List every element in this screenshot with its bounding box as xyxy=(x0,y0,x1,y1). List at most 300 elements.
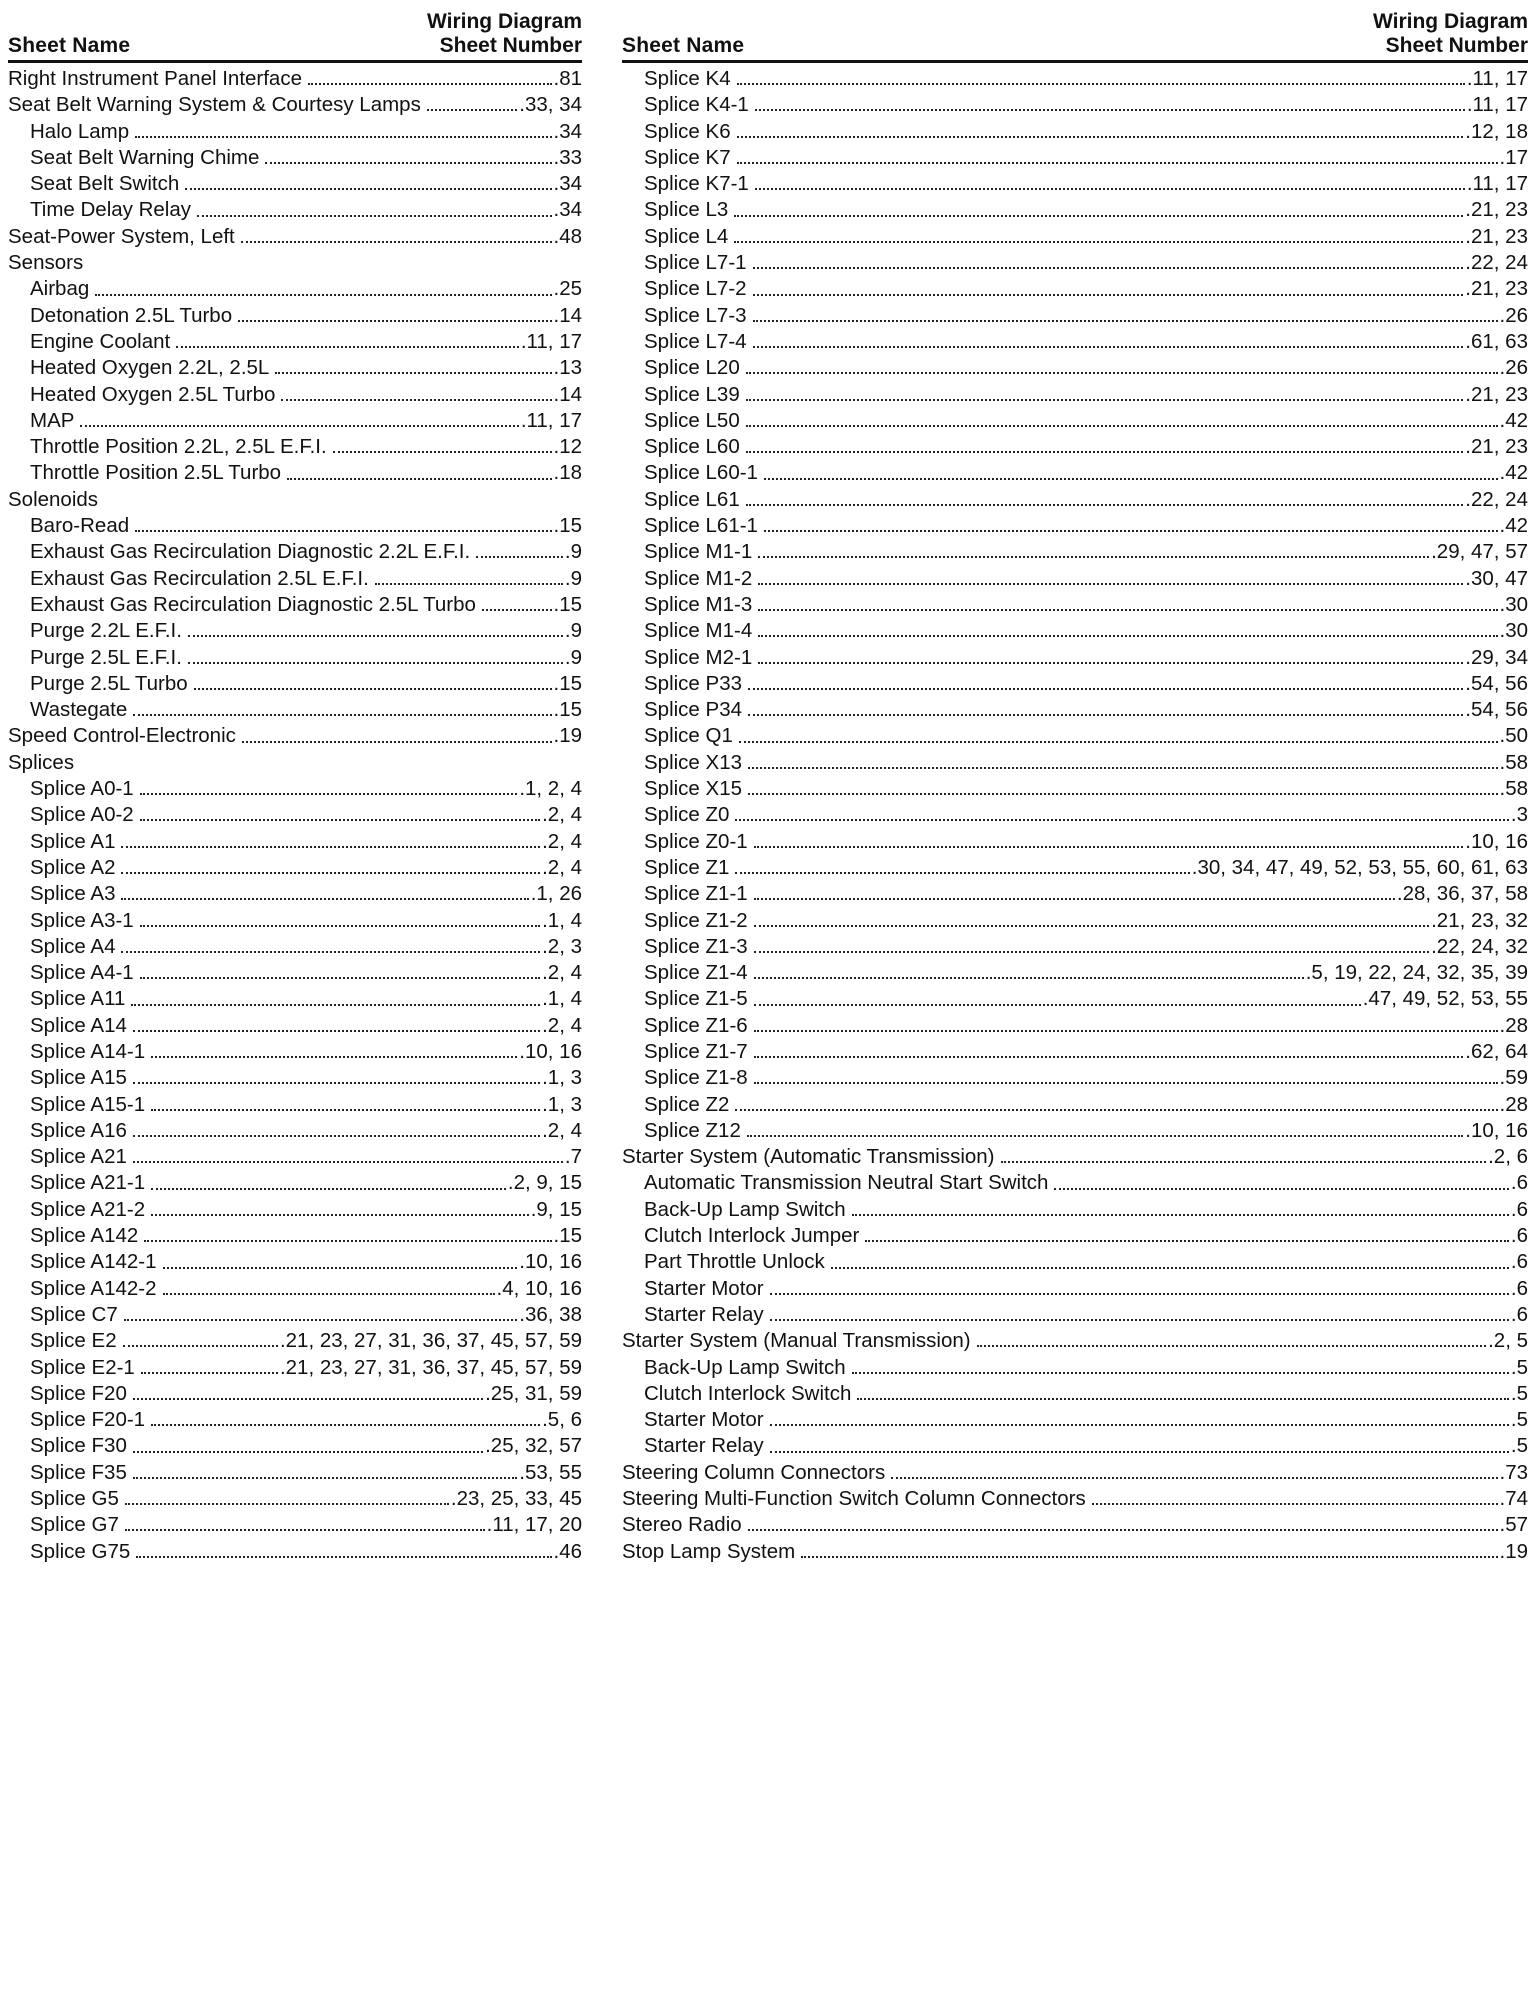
entry-sheet-numbers: .28, 36, 37, 58 xyxy=(1396,882,1528,906)
index-entry xyxy=(8,934,582,960)
dot-leader xyxy=(80,425,518,427)
entry-label: Splice A21-2 xyxy=(30,1197,146,1221)
entry-label: Purge 2.5L E.F.I. xyxy=(30,645,182,669)
index-entry xyxy=(622,960,1528,986)
dot-leader xyxy=(764,530,1498,532)
index-entry xyxy=(8,171,582,197)
index-entry xyxy=(622,566,1528,592)
entry-sheet-numbers: .26 xyxy=(1499,303,1528,327)
dot-leader xyxy=(746,504,1464,506)
left-entries xyxy=(8,63,582,1565)
entry-label: Splice X15 xyxy=(644,777,743,801)
entry-sheet-numbers: .11, 17 xyxy=(1466,172,1528,196)
entry-sheet-numbers: .5 xyxy=(1510,1381,1528,1405)
entry-label: Splice Z1-6 xyxy=(644,1013,748,1037)
index-entry xyxy=(622,1013,1528,1039)
index-entry xyxy=(8,1144,582,1170)
dot-leader xyxy=(151,1109,540,1111)
entry-label: Heated Oxygen 2.5L Turbo xyxy=(30,382,276,406)
entry-label: Splice L7-2 xyxy=(644,277,747,301)
index-entry xyxy=(622,1170,1528,1196)
entry-label: Starter System (Automatic Transmission) xyxy=(622,1145,995,1169)
index-entry xyxy=(622,119,1528,145)
dot-leader xyxy=(123,1345,278,1347)
index-entry xyxy=(622,1118,1528,1144)
index-entry xyxy=(8,513,582,539)
dot-leader xyxy=(238,320,551,322)
index-entry xyxy=(8,224,582,250)
entry-label: Splice M1-3 xyxy=(644,592,753,616)
entry-label: Speed Control-Electronic xyxy=(8,724,236,748)
index-entry xyxy=(622,1486,1528,1512)
entry-label: Splice G7 xyxy=(30,1513,119,1537)
entry-sheet-numbers: .2, 4 xyxy=(542,803,582,827)
index-entry xyxy=(8,1328,582,1354)
dot-leader xyxy=(133,1030,540,1032)
entry-sheet-numbers: .19 xyxy=(553,724,582,748)
entry-label: Splice M1-4 xyxy=(644,619,753,643)
dot-leader xyxy=(1001,1161,1487,1163)
entry-sheet-numbers: .21, 23 xyxy=(1465,277,1528,301)
dot-leader xyxy=(747,1135,1463,1137)
entry-label: Back-Up Lamp Switch xyxy=(644,1197,846,1221)
dot-leader xyxy=(163,1293,495,1295)
entry-label: Splice A2 xyxy=(30,855,116,879)
entry-label: Steering Multi-Function Switch Column Connectors xyxy=(622,1487,1086,1511)
dot-leader xyxy=(739,741,1498,743)
index-entry xyxy=(622,513,1528,539)
entry-label: Splice M1-2 xyxy=(644,566,753,590)
index-entry xyxy=(8,1013,582,1039)
entry-sheet-numbers: .11, 17, 20 xyxy=(486,1513,582,1537)
entry-label: Splice Z1-3 xyxy=(644,934,748,958)
entry-sheet-numbers: .81 xyxy=(553,67,582,90)
entry-label: Baro-Read xyxy=(30,514,130,538)
entry-label: Splice A3-1 xyxy=(30,908,134,932)
index-entry xyxy=(622,171,1528,197)
entry-sheet-numbers: .6 xyxy=(1510,1250,1528,1274)
entry-label: Splice F20 xyxy=(30,1381,127,1405)
dot-leader xyxy=(753,320,1498,322)
index-entry xyxy=(8,1302,582,1328)
entry-label: Engine Coolant xyxy=(30,329,171,353)
entry-sheet-numbers: .48 xyxy=(553,224,582,248)
index-entry xyxy=(622,776,1528,802)
index-entry xyxy=(622,1302,1528,1328)
index-entry xyxy=(8,1512,582,1538)
entry-sheet-numbers: .47, 49, 52, 53, 55 xyxy=(1362,987,1528,1011)
entry-label: Clutch Interlock Switch xyxy=(644,1381,852,1405)
dot-leader xyxy=(151,1424,540,1426)
dot-leader xyxy=(764,478,1498,480)
entry-label: Splices xyxy=(8,750,75,774)
entry-sheet-numbers: .57 xyxy=(1499,1513,1528,1537)
entry-sheet-numbers: .42 xyxy=(1499,408,1528,432)
index-entry xyxy=(622,592,1528,618)
index-entry xyxy=(8,355,582,381)
entry-sheet-numbers: .5 xyxy=(1510,1408,1528,1432)
dot-leader xyxy=(754,846,1464,848)
entry-sheet-numbers: .1, 26 xyxy=(530,882,582,906)
dot-leader xyxy=(746,372,1498,374)
entry-label: Splice K6 xyxy=(644,119,731,143)
entry-label: Exhaust Gas Recirculation Diagnostic 2.5L Turbo xyxy=(30,592,476,616)
entry-sheet-numbers: .10, 16 xyxy=(1465,1118,1528,1142)
entry-sheet-numbers: .5, 6 xyxy=(542,1408,582,1432)
entry-sheet-numbers: .15 xyxy=(553,698,582,722)
entry-label: Splice L39 xyxy=(644,382,740,406)
dot-leader xyxy=(753,346,1464,348)
index-entry xyxy=(8,92,582,118)
entry-sheet-numbers: .6 xyxy=(1510,1302,1528,1326)
index-entry xyxy=(622,250,1528,276)
entry-sheet-numbers: .30, 34, 47, 49, 52, 53, 55, 60, 61, 63 xyxy=(1191,855,1528,879)
entry-label: Splice Z1-4 xyxy=(644,961,748,985)
entry-label: Splice L60-1 xyxy=(644,461,758,485)
index-entry xyxy=(8,697,582,723)
sheet-number-header xyxy=(427,10,582,58)
dot-leader xyxy=(748,767,1497,769)
dot-leader xyxy=(144,1240,551,1242)
entry-sheet-numbers: .22, 24 xyxy=(1465,487,1528,511)
entry-label: Splice A0-2 xyxy=(30,803,134,827)
dot-leader xyxy=(141,1372,278,1374)
dot-leader xyxy=(737,162,1498,164)
dot-leader xyxy=(133,1451,483,1453)
right-column xyxy=(622,0,1528,1565)
index-entry xyxy=(8,1355,582,1381)
index-entry xyxy=(622,1276,1528,1302)
index-entry xyxy=(8,802,582,828)
entry-label: Splice F20-1 xyxy=(30,1408,146,1432)
entry-sheet-numbers: .1, 4 xyxy=(542,987,582,1011)
column-header xyxy=(622,0,1528,63)
dot-leader xyxy=(151,1056,517,1058)
index-entry xyxy=(622,460,1528,486)
index-entry xyxy=(622,434,1528,460)
index-entry xyxy=(622,671,1528,697)
index-entry xyxy=(622,355,1528,381)
entry-label: Splice A11 xyxy=(30,987,126,1011)
index-entry xyxy=(622,1539,1528,1565)
entry-label: Splice L3 xyxy=(644,198,729,222)
dot-leader xyxy=(287,478,551,480)
entry-label: Splice Z0 xyxy=(644,803,730,827)
dot-leader xyxy=(135,530,551,532)
index-entry xyxy=(622,1460,1528,1486)
index-entry xyxy=(8,776,582,802)
dot-leader xyxy=(746,425,1498,427)
entry-label: Splice F30 xyxy=(30,1434,127,1458)
index-entry xyxy=(622,1407,1528,1433)
index-entry xyxy=(8,1433,582,1459)
dot-leader xyxy=(482,609,552,611)
entry-sheet-numbers: .12 xyxy=(553,435,582,459)
entry-label: Splice L50 xyxy=(644,408,740,432)
entry-label: Detonation 2.5L Turbo xyxy=(30,303,233,327)
entry-label: Splice K4-1 xyxy=(644,93,749,117)
dot-leader xyxy=(133,714,551,716)
sheet-number-header xyxy=(1373,10,1528,58)
entry-sheet-numbers: .42 xyxy=(1499,514,1528,538)
entry-sheet-numbers: .34 xyxy=(553,119,582,143)
index-entry xyxy=(622,197,1528,223)
index-entry xyxy=(622,855,1528,881)
index-entry xyxy=(8,566,582,592)
index-entry xyxy=(8,671,582,697)
dot-leader xyxy=(852,1214,1509,1216)
entry-sheet-numbers: .21, 23 xyxy=(1465,224,1528,248)
entry-label: Splice A3 xyxy=(30,882,116,906)
index-entry xyxy=(8,1223,582,1249)
index-entry xyxy=(8,408,582,434)
index-entry xyxy=(622,1433,1528,1459)
dot-leader xyxy=(124,1319,518,1321)
entry-sheet-numbers: .11, 17 xyxy=(520,329,582,353)
dot-leader xyxy=(746,399,1464,401)
entry-sheet-numbers: .13 xyxy=(553,356,582,380)
entry-label: Seat Belt Warning System & Courtesy Lamps xyxy=(8,93,421,117)
entry-sheet-numbers: .14 xyxy=(553,382,582,406)
entry-sheet-numbers: .34 xyxy=(553,198,582,222)
entry-sheet-numbers: .15 xyxy=(553,592,582,616)
entry-label: Splice K7 xyxy=(644,145,731,169)
dot-leader xyxy=(748,688,1463,690)
entry-sheet-numbers: .2, 4 xyxy=(542,1013,582,1037)
entry-label: Part Throttle Unlock xyxy=(644,1250,825,1274)
dot-leader xyxy=(737,136,1464,138)
entry-label: Airbag xyxy=(30,277,90,301)
entry-label: Splice L4 xyxy=(644,224,729,248)
entry-label: Splice X13 xyxy=(644,750,743,774)
index-entry xyxy=(622,829,1528,855)
index-entry xyxy=(8,855,582,881)
index-entry xyxy=(622,1355,1528,1381)
dot-leader xyxy=(754,951,1429,953)
dot-leader xyxy=(735,819,1508,821)
entry-label: Splice A21 xyxy=(30,1145,127,1169)
dot-leader xyxy=(95,294,551,296)
entry-sheet-numbers: .11, 17 xyxy=(1466,67,1528,90)
dot-leader xyxy=(133,1135,540,1137)
dot-leader xyxy=(758,662,1463,664)
entry-label: Splice Z1-7 xyxy=(644,1039,748,1063)
index-entry xyxy=(622,1223,1528,1249)
entry-label: Splice C7 xyxy=(30,1302,118,1326)
index-entry xyxy=(8,645,582,671)
entry-sheet-numbers: .29, 34 xyxy=(1465,645,1528,669)
entry-label: Splice L61-1 xyxy=(644,514,758,538)
dot-leader xyxy=(748,1529,1498,1531)
entry-sheet-numbers: .10, 16 xyxy=(1465,829,1528,853)
entry-sheet-numbers: .33 xyxy=(553,145,582,169)
index-entry xyxy=(622,276,1528,302)
dot-leader xyxy=(188,662,563,664)
dot-leader xyxy=(151,1214,529,1216)
index-entry xyxy=(8,119,582,145)
index-entry xyxy=(622,382,1528,408)
index-entry xyxy=(8,1118,582,1144)
entry-label: Splice L20 xyxy=(644,356,740,380)
dot-leader xyxy=(133,1082,540,1084)
index-entry xyxy=(622,1144,1528,1170)
index-entry xyxy=(622,1065,1528,1091)
dot-leader xyxy=(275,372,551,374)
dot-leader xyxy=(754,1082,1498,1084)
index-entry xyxy=(622,934,1528,960)
index-entry xyxy=(8,1065,582,1091)
index-entry xyxy=(8,434,582,460)
dot-leader xyxy=(770,1424,1509,1426)
dot-leader xyxy=(133,1398,483,1400)
dot-leader xyxy=(734,241,1463,243)
entry-sheet-numbers: .25 xyxy=(553,277,582,301)
index-entry xyxy=(8,460,582,486)
entry-label: Splice L61 xyxy=(644,487,740,511)
dot-leader xyxy=(121,951,540,953)
entry-sheet-numbers: .25, 32, 57 xyxy=(485,1434,582,1458)
index-entry xyxy=(8,382,582,408)
dot-leader xyxy=(241,241,552,243)
entry-sheet-numbers: .11, 17 xyxy=(520,408,582,432)
entry-label: Splice Z0-1 xyxy=(644,829,748,853)
dot-leader xyxy=(748,793,1497,795)
index-entry xyxy=(622,145,1528,171)
index-entry xyxy=(622,1197,1528,1223)
entry-label: Splice A14 xyxy=(30,1013,127,1037)
entry-label: Splice Z1-5 xyxy=(644,987,748,1011)
entry-label: Splice A142 xyxy=(30,1224,139,1248)
dot-leader xyxy=(308,83,552,85)
dot-leader xyxy=(746,451,1464,453)
index-entry xyxy=(622,224,1528,250)
entry-label: Wastegate xyxy=(30,698,128,722)
entry-sheet-numbers: .2, 4 xyxy=(542,961,582,985)
entry-sheet-numbers: .42 xyxy=(1499,461,1528,485)
dot-leader xyxy=(865,1240,1509,1242)
entry-label: Steering Column Connectors xyxy=(622,1460,886,1484)
right-entries xyxy=(622,63,1528,1565)
entry-label: Halo Lamp xyxy=(30,119,130,143)
entry-label: Splice Z1-1 xyxy=(644,882,748,906)
index-entry xyxy=(622,881,1528,907)
left-column xyxy=(8,0,582,1565)
entry-sheet-numbers: .6 xyxy=(1510,1171,1528,1195)
entry-sheet-numbers: .6 xyxy=(1510,1197,1528,1221)
index-section-heading xyxy=(8,250,582,276)
entry-label: Throttle Position 2.2L, 2.5L E.F.I. xyxy=(30,435,327,459)
entry-sheet-numbers: .10, 16 xyxy=(519,1250,582,1274)
dot-leader xyxy=(801,1556,1497,1558)
entry-sheet-numbers: .2, 4 xyxy=(542,1118,582,1142)
entry-label: Time Delay Relay xyxy=(30,198,192,222)
index-entry xyxy=(622,1092,1528,1118)
entry-sheet-numbers: .21, 23 xyxy=(1465,198,1528,222)
index-entry xyxy=(8,1460,582,1486)
index-entry xyxy=(8,303,582,329)
sheet-name-header: Sheet Name xyxy=(8,34,131,57)
sheet-name-header: Sheet Name xyxy=(622,34,745,57)
entry-label: Splice A4-1 xyxy=(30,961,134,985)
entry-label: Splice F35 xyxy=(30,1460,127,1484)
index-entry xyxy=(622,723,1528,749)
index-entry xyxy=(8,723,582,749)
index-section-heading xyxy=(8,750,582,776)
index-entry xyxy=(8,960,582,986)
entry-sheet-numbers: .9 xyxy=(564,645,582,669)
entry-label: Splice K7-1 xyxy=(644,172,749,196)
index-entry xyxy=(622,1328,1528,1354)
entry-sheet-numbers: .21, 23 xyxy=(1465,382,1528,406)
entry-sheet-numbers: .9, 15 xyxy=(530,1197,582,1221)
dot-leader xyxy=(197,215,551,217)
index-entry xyxy=(622,408,1528,434)
dot-leader xyxy=(1054,1188,1508,1190)
entry-label: Splice E2-1 xyxy=(30,1355,135,1379)
index-entry xyxy=(622,92,1528,118)
entry-label: Splice L60 xyxy=(644,435,740,459)
entry-label: Splice A21-1 xyxy=(30,1171,146,1195)
entry-sheet-numbers: .30, 47 xyxy=(1465,566,1528,590)
dot-leader xyxy=(754,977,1304,979)
dot-leader xyxy=(135,136,551,138)
entry-label: Splice L7-1 xyxy=(644,251,747,275)
index-entry xyxy=(622,1249,1528,1275)
dot-leader xyxy=(375,583,563,585)
entry-sheet-numbers: .30 xyxy=(1499,619,1528,643)
entry-label: Splice Z1-2 xyxy=(644,908,748,932)
dot-leader xyxy=(242,741,552,743)
dot-leader xyxy=(770,1293,1509,1295)
entry-sheet-numbers: .2, 5 xyxy=(1488,1329,1528,1353)
dot-leader xyxy=(136,1556,551,1558)
entry-sheet-numbers: .29, 47, 57 xyxy=(1431,540,1528,564)
entry-label: Splice A14-1 xyxy=(30,1039,146,1063)
dot-leader xyxy=(133,1161,563,1163)
dot-leader xyxy=(125,1503,449,1505)
index-entry xyxy=(8,1170,582,1196)
entry-sheet-numbers: .58 xyxy=(1499,750,1528,774)
entry-sheet-numbers: .14 xyxy=(553,303,582,327)
index-entry xyxy=(622,539,1528,565)
dot-leader xyxy=(748,714,1463,716)
entry-label: Purge 2.2L E.F.I. xyxy=(30,619,182,643)
index-entry xyxy=(8,539,582,565)
index-entry xyxy=(8,276,582,302)
index-section-heading xyxy=(8,487,582,513)
entry-sheet-numbers: .25, 31, 59 xyxy=(485,1381,582,1405)
dot-leader xyxy=(281,399,551,401)
entry-label: Seat Belt Switch xyxy=(30,172,180,196)
entry-label: Splice Z2 xyxy=(644,1092,730,1116)
column-header xyxy=(8,0,582,63)
entry-sheet-numbers: .6 xyxy=(1510,1276,1528,1300)
entry-sheet-numbers: .1, 4 xyxy=(542,908,582,932)
index-entry xyxy=(8,1092,582,1118)
entry-sheet-numbers: .3 xyxy=(1510,803,1528,827)
dot-leader xyxy=(758,635,1497,637)
entry-label: Splice A4 xyxy=(30,934,116,958)
entry-label: Automatic Transmission Neutral Start Switch xyxy=(644,1171,1049,1195)
entry-label: Stop Lamp System xyxy=(622,1539,796,1563)
index-entry xyxy=(622,1381,1528,1407)
entry-sheet-numbers: .15 xyxy=(553,671,582,695)
entry-sheet-numbers: .36, 38 xyxy=(519,1302,582,1326)
entry-label: Throttle Position 2.5L Turbo xyxy=(30,461,282,485)
dot-leader xyxy=(770,1319,1509,1321)
entry-label: Starter Relay xyxy=(644,1434,764,1458)
dot-leader xyxy=(194,688,552,690)
